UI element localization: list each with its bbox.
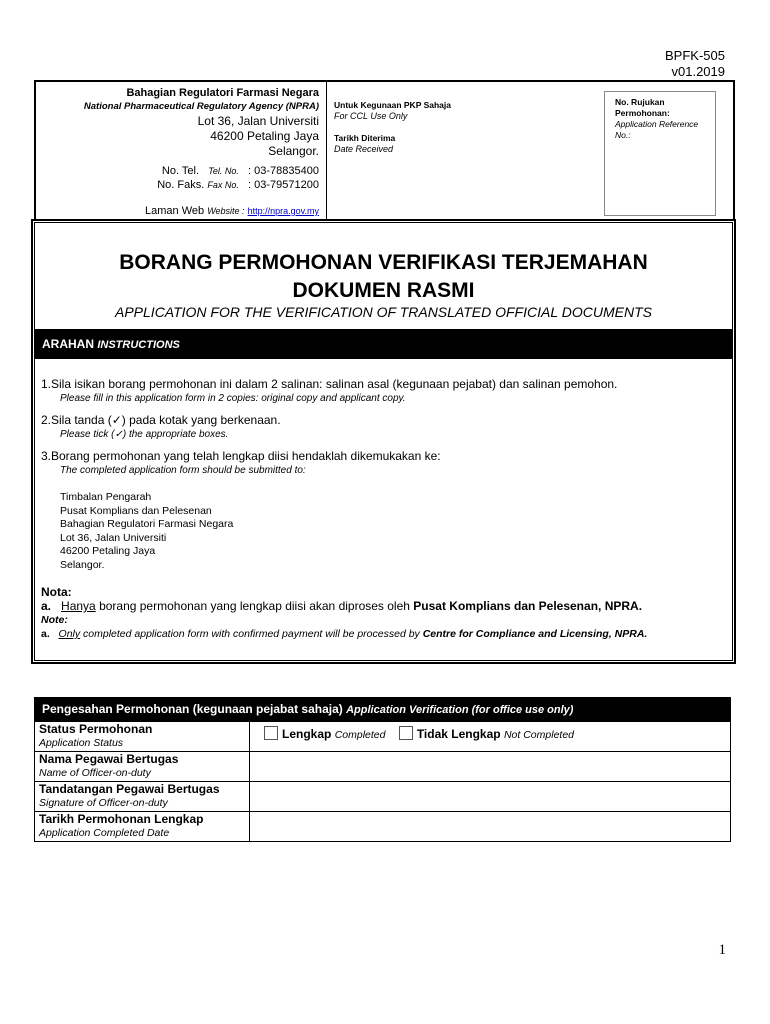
ccl-block [334,100,451,155]
tel-line [36,164,319,178]
officer-label: Nama Pegawai Bertugas [39,752,179,766]
officer-label-cell [35,752,250,782]
agency-address-2: 46200 Petaling Jaya [210,129,319,143]
verification-table [34,697,731,842]
form-version: v01.2019 [671,64,725,79]
note-a-bold: Pusat Komplians dan Pelesenan, NPRA. [413,599,643,613]
agency-address-1: Lot 36, Jalan Universiti [197,114,319,128]
website-label-en: Website : [207,206,245,216]
status-label-en: Application Status [39,737,124,749]
document-code [665,48,725,80]
agency-name-en: National Pharmaceutical Regulatory Agency (NPRA) [83,101,319,112]
note-block [41,585,724,641]
form-title-line-2: DOKUMEN RASMI [292,279,475,302]
completed-date-field[interactable] [250,812,731,842]
page-number: 1 [718,942,726,958]
completed-label: Lengkap [282,727,332,741]
ccl-use-label: Untuk Kegunaan PKP Sahaja [334,100,451,110]
completed-checkbox[interactable] [264,726,278,740]
header-box [34,80,735,223]
table-row [35,722,731,752]
note-a-en-text: completed application form with confirmed payment will be processed by [83,628,420,640]
signature-label: Tandatangan Pegawai Bertugas [39,782,220,796]
address-line: Pusat Komplians dan Pelesenan [60,504,212,517]
not-completed-label: Tidak Lengkap [416,727,501,741]
form-title [35,249,732,305]
verification-header [35,698,731,722]
note-a-en-underline: Only [58,628,81,640]
submission-address [60,491,233,572]
tel-value: : 03-78835400 [248,165,319,177]
address-line: 46200 Petaling Jaya [60,545,156,557]
note-title: Nota: [41,585,72,599]
verification-header-en: Application Verification (for office use only) [346,704,574,716]
note-a-underline: Hanya [61,599,96,613]
instruction-1-text: 1.Sila isikan borang permohonan ini dalam 2 salinan: salinan asal (kegunaan pejabat) dan salinan pemohon. [41,377,618,391]
note-a-en-label: a. [41,628,50,640]
address-line: Timbalan Pengarah [60,491,152,503]
note-a-label: a. [41,599,52,613]
instructions-header [35,329,732,359]
form-title-en: APPLICATION FOR THE VERIFICATION OF TRANSLATED OFFICIAL DOCUMENTS [115,304,652,320]
form-code: BPFK-505 [665,48,725,63]
officer-label-en: Name of Officer-on-duty [39,767,151,779]
fax-line [36,178,319,192]
note-a-text: borang permohonan yang lengkap diisi akan diproses oleh [99,599,410,613]
reference-label: No. Rujukan Permohonan: [615,97,670,118]
verification-header-ms: Pengesahan Permohonan (kegunaan pejabat sahaja) [42,702,343,716]
note-title-en: Note: [41,614,68,626]
officer-name-field[interactable] [250,752,731,782]
agency-address-3: Selangor. [268,144,319,158]
instructions-header-ms: ARAHAN [42,337,94,351]
table-row [35,812,731,842]
fax-label: No. Faks. [157,179,205,191]
form-title-line-1: BORANG PERMOHONAN VERIFIKASI TERJEMAHAN [119,251,648,274]
completed-date-label-en: Application Completed Date [39,827,170,839]
completed-date-label: Tarikh Permohonan Lengkap [39,812,204,826]
reference-box[interactable] [604,91,716,216]
fax-label-en: Fax No. [207,180,239,190]
address-line: Lot 36, Jalan Universiti [60,531,167,544]
date-received-label-en: Date Received [334,144,394,154]
reference-label-en: Application Reference No.: [615,119,699,140]
website-label: Laman Web [145,205,205,217]
note-a-en [41,627,724,641]
signature-label-cell [35,782,250,812]
instruction-3-en: The completed application form should be submitted to: [60,465,306,476]
instruction-1-en: Please fill in this application form in 2 copies: original copy and applicant copy. [60,393,406,404]
agency-block [36,86,319,159]
instruction-3-text: 3.Borang permohonan yang telah lengkap diisi hendaklah dikemukakan ke: [41,449,441,463]
contact-block [36,164,319,192]
fax-value: : 03-79571200 [248,179,319,191]
status-label-cell [35,722,250,752]
completed-label-en: Completed [334,729,386,741]
ccl-use-label-en: For CCL Use Only [334,111,408,121]
date-received-label: Tarikh Diterima [334,133,396,143]
status-label: Status Permohonan [39,722,153,736]
main-box [34,222,733,661]
signature-field[interactable] [250,782,731,812]
tel-label: No. Tel. [161,165,200,177]
website-link[interactable]: http://npra.gov.my [247,206,319,216]
address-line: Bahagian Regulatori Farmasi Negara [60,518,234,530]
instructions-header-en: INSTRUCTIONS [97,339,180,351]
instruction-2-en: Please tick (✓) the appropriate boxes. [60,429,229,440]
header-divider [326,82,327,222]
address-line: Selangor. [60,558,105,571]
status-options-cell [250,722,731,752]
note-a-en-bold: Centre for Compliance and Licensing, NPRA. [422,628,648,640]
note-a [41,599,724,613]
instruction-item-2 [41,413,724,441]
tel-label-en: Tel. No. [208,166,239,176]
not-completed-checkbox[interactable] [399,726,413,740]
completed-date-label-cell [35,812,250,842]
website-line [36,205,319,217]
not-completed-label-en: Not Completed [503,729,575,741]
agency-name-ms: Bahagian Regulatori Farmasi Negara [126,87,319,99]
instruction-item-1 [41,377,724,405]
signature-label-en: Signature of Officer-on-duty [39,797,168,809]
table-row [35,752,731,782]
instruction-item-3 [41,449,724,477]
instruction-2-text: 2.Sila tanda (✓) pada kotak yang berkenaan. [41,413,281,427]
table-row [35,782,731,812]
